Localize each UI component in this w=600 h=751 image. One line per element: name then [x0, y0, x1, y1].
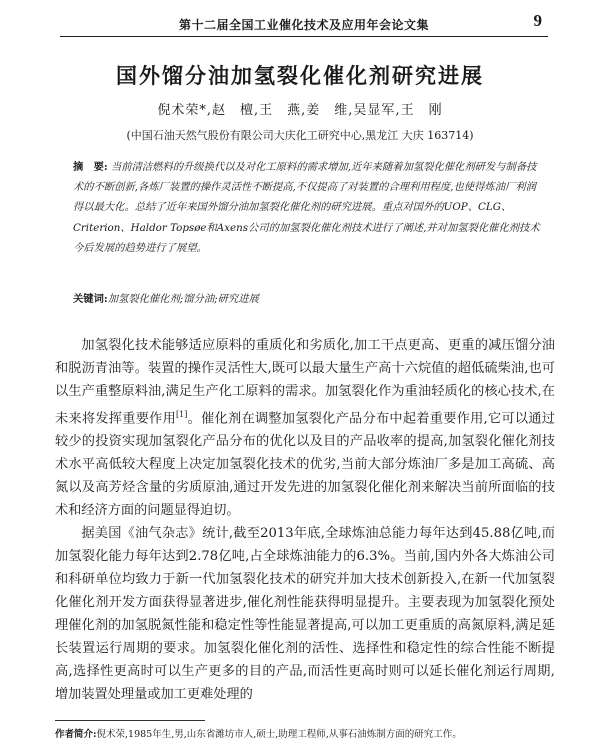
- author-footnote: [55, 726, 555, 740]
- article-authors: 倪术荣*,赵 檀,王 燕,姜 维,吴显军,王 刚: [157, 103, 443, 118]
- body-paragraph-1: [55, 334, 555, 522]
- running-header: [60, 10, 548, 37]
- keywords: [73, 290, 541, 305]
- abstract-text: 当前清洁燃料的升级换代以及对化工原料的需求增加,近年来随着加氢裂化催化剂研发与制备技术的不断创新,各炼厂装置的操作灵活性不断提高,不仅提高了对装置的合理利用程度,也使得炼油厂利润得以最大化。总结了近年来国外馏分油加氢裂化催化剂的研究进展。重点对国外的UOP、CLG、Criterion、Haldor Topsøe和Axens公司的加氢裂化催化剂技术进行了阐述,并对加氢裂化催化剂技术今后发展的趋势进行了展望。: [73, 161, 540, 254]
- body-p1-part-a: 加氢裂化技术能够适应原料的重质化和劣质化,加工干点更高、更重的减压馏分油和脱沥青油等。装置的操作灵活性大,既可以最大量生产高十六烷值的超低硫柴油,也可以生产重整原料油,满足生产化工原料的需求。加氢裂化作为重油轻质化的核心技术,在未来将发挥重要作用: [55, 338, 555, 427]
- footnote-text: 倪术荣,1985年生,男,山东省潍坊市人,硕士,助理工程师,从事石油炼制方面的研究工作。: [96, 729, 462, 740]
- abstract-label: 摘 要:: [73, 161, 108, 173]
- article-affiliation: (中国石油天然气股份有限公司大庆化工研究中心,黑龙江 大庆 163714): [126, 129, 474, 142]
- running-title: 第十二届全国工业催化技术及应用年会论文集: [178, 18, 429, 32]
- footnote-rule: [55, 720, 205, 721]
- keywords-label: 关键词:: [73, 293, 108, 305]
- body-text: [55, 334, 555, 706]
- article-title: 国外馏分油加氢裂化催化剂研究进展: [116, 64, 484, 88]
- abstract: [73, 157, 541, 258]
- citation-ref: [1]: [176, 410, 188, 419]
- body-p1-part-b: 。催化剂在调整加氢裂化产品分布中起着重要作用,它可以通过较少的投资实现加氢裂化产品分布的优化以及目的产品收率的提高,加氢裂化催化剂技术水平高低较大程度上决定加氢裂化技术的优劣,当前大部分炼油厂多是加工高硫、高氮以及高芳烃含量的劣质原油,通过开发先进的加氢裂化催化剂来解决当前所面临的技术和经济方面的问题显得迫切。: [55, 411, 555, 519]
- body-paragraph-2: 据美国《油气杂志》统计,截至2013年底,全球炼油总能力每年达到45.88亿吨,而加氢裂化能力每年达到2.78亿吨,占全球炼油能力的6.3%。当前,国内外各大炼油公司和科研单位均致力于新一代加氢裂化技术的研究并加大技术创新投入,在新一代加氢裂化催化剂开发方面获得显著进步,催化剂性能获得明显提升。主要表现为加氢裂化预处理催化剂的加氢脱氮性能和稳定性等性能显著提高,可以加工更重质的高氮原料,满足延长装置运行周期的要求。加氢裂化催化剂的活性、选择性和稳定性的综合性能不断提高,选择性更高时可以生产更多的目的产品,而活性更高时则可以延长催化剂运行周期,增加装置处理量或加工更难处理的: [55, 526, 555, 703]
- footnote-label: 作者简介:: [55, 729, 97, 740]
- page-number: 9: [533, 11, 542, 30]
- keywords-text: 加氢裂化催化剂;馏分油;研究进展: [107, 293, 259, 305]
